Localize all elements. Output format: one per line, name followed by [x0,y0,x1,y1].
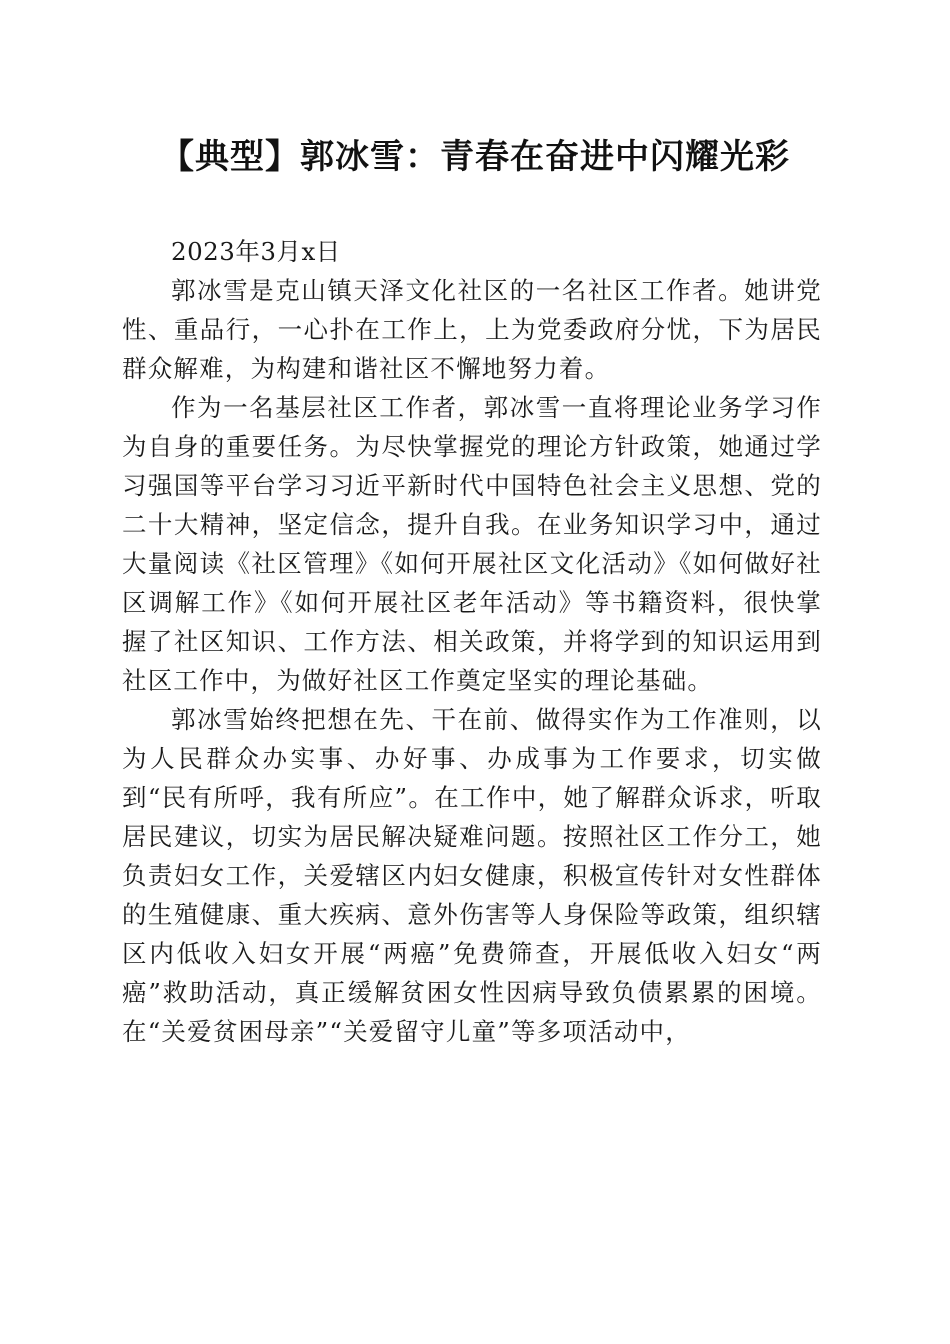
document-title: 【典型】郭冰雪：青春在奋进中闪耀光彩 [160,137,790,177]
paragraph-1: 郭冰雪是克山镇天泽文化社区的一名社区工作者。她讲党性、重品行，一心扑在工作上，上为党委政府分忧，下为居民群众解难，为构建和谐社区不懈地努力着。 [122,276,822,383]
paragraph-3: 郭冰雪始终把想在先、干在前、做得实作为工作准则，以为人民群众办实事、办好事、办成事为工作要求，切实做到“民有所呼，我有所应”。在工作中，她了解群众诉求，听取居民建议，切实为居民解决疑难问题。按照社区工作分工，她负责妇女工作，关爱辖区内妇女健康，积极宣传针对女性群体的生殖健康、重大疾病、意外伤害等人身保险等政策，组织辖区内低收入妇女开展“两癌”免费筛查，开展低收入妇女“两癌”救助活动，真正缓解贫困女性因病导致负债累累的困境。在“关爱贫困母亲”“关爱留守儿童”等多项活动中， [122,705,822,1046]
document-date: 2023年3月x日 [171,237,341,266]
document-body [122,232,822,1051]
paragraph-2: 作为一名基层社区工作者，郭冰雪一直将理论业务学习作为自身的重要任务。为尽快掌握党的理论方针政策，她通过学习强国等平台学习习近平新时代中国特色社会主义思想、党的二十大精神，坚定信念，提升自我。在业务知识学习中，通过大量阅读《社区管理》《如何开展社区文化活动》《如何做好社区调解工作》《如何开展社区老年活动》等书籍资料，很快掌握了社区知识、工作方法、相关政策，并将学到的知识运用到社区工作中，为做好社区工作奠定坚实的理论基础。 [122,393,822,695]
